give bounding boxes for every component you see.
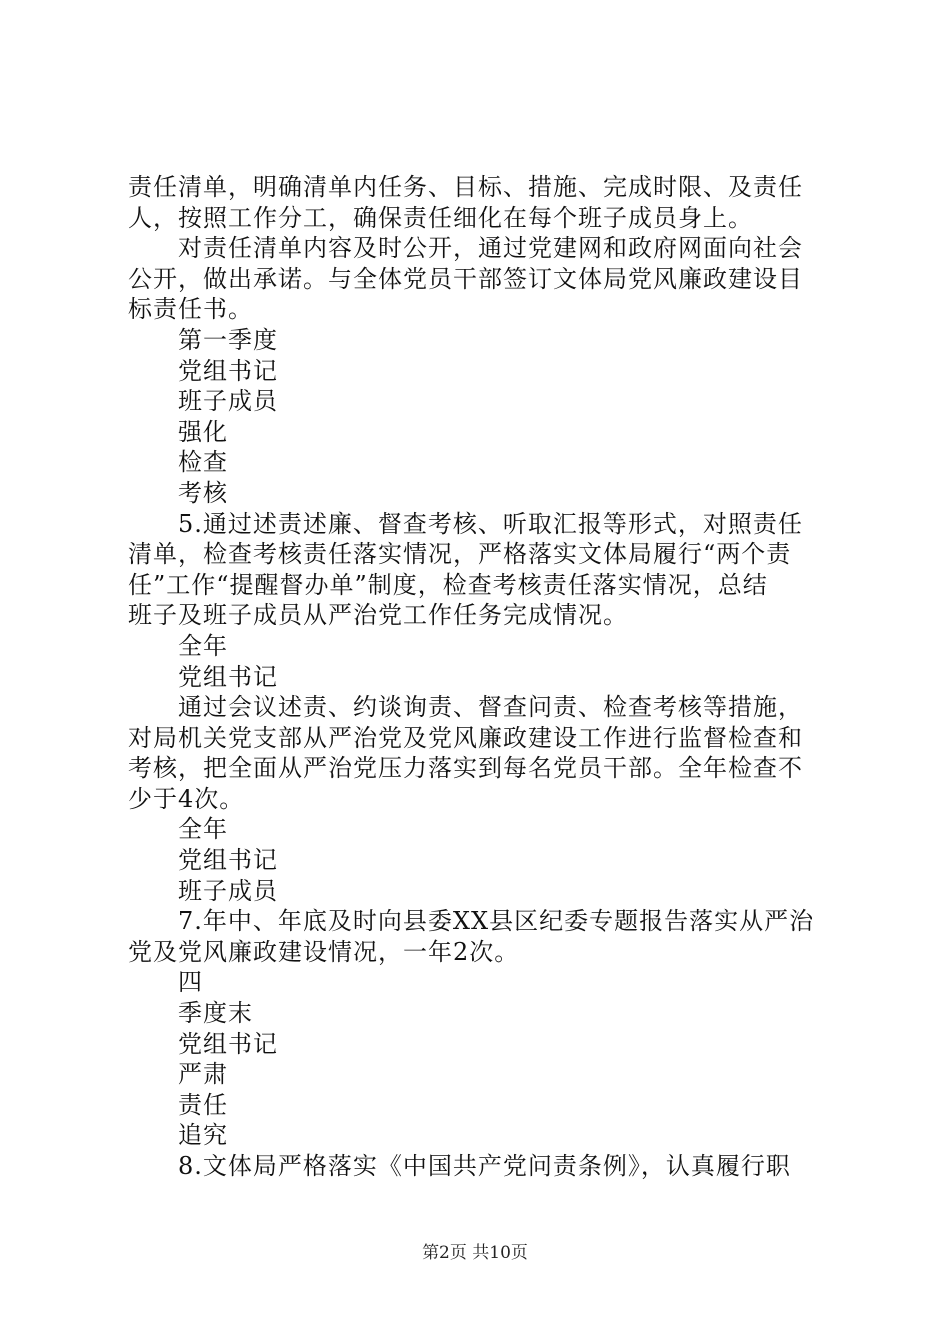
text-line: 少于4次。 <box>128 784 245 813</box>
text-line: 责任清单，明确清单内任务、目标、措施、完成时限、及责任 <box>128 173 803 201</box>
text-line: 8.文体局严格落实《中国共产党问责条例》，认真履行职 <box>178 1152 791 1180</box>
text-line: 7.年中、年底及时向县委XX县区纪委专题报告落实从严治 <box>178 907 815 936</box>
text-line: 班子及班子成员从严治党工作任务完成情况。 <box>128 601 628 630</box>
text-line: 党及党风廉政建设情况，一年2次。 <box>128 937 520 966</box>
text-line: 党组书记 <box>178 846 278 875</box>
text-line: 四 <box>178 968 203 997</box>
text-line: 班子成员 <box>178 387 278 416</box>
text-line: 严肃 <box>178 1060 228 1089</box>
text-line: 党组书记 <box>178 356 278 385</box>
text-line: 任”工作“提醒督办单”制度，检查考核责任落实情况，总结 <box>128 570 768 599</box>
text-line: 检查 <box>178 448 228 477</box>
text-line: 清单，检查考核责任落实情况，严格落实文体局履行“两个责 <box>128 540 792 569</box>
text-line: 第一季度 <box>178 325 278 354</box>
text-line: 5.通过述责述廉、督查考核、听取汇报等形式，对照责任 <box>178 509 803 538</box>
text-line: 全年 <box>178 631 228 660</box>
text-line: 责任 <box>178 1090 228 1119</box>
text-line: 公开，做出承诺。与全体党员干部签订文体局党风廉政建设目 <box>128 264 803 293</box>
document-body <box>128 172 832 1182</box>
text-line: 追究 <box>178 1121 228 1150</box>
text-line: 标责任书。 <box>128 295 253 324</box>
text-line: 人，按照工作分工，确保责任细化在每个班子成员身上。 <box>128 203 753 232</box>
page-footer: 第2页 共10页 <box>422 1243 528 1263</box>
text-line: 对责任清单内容及时公开，通过党建网和政府网面向社会 <box>178 234 803 263</box>
text-line: 考核 <box>178 478 228 507</box>
text-line: 通过会议述责、约谈询责、督查问责、检查考核等措施， <box>178 693 803 722</box>
text-line: 班子成员 <box>178 876 278 905</box>
text-line: 考核，把全面从严治党压力落实到每名党员干部。全年检查不 <box>128 754 803 783</box>
text-line: 季度末 <box>178 999 253 1028</box>
text-line: 党组书记 <box>178 1029 278 1058</box>
text-line: 强化 <box>178 417 228 446</box>
text-line: 全年 <box>178 815 228 844</box>
text-line: 党组书记 <box>178 662 278 691</box>
text-line: 对局机关党支部从严治党及党风廉政建设工作进行监督检查和 <box>128 723 803 752</box>
